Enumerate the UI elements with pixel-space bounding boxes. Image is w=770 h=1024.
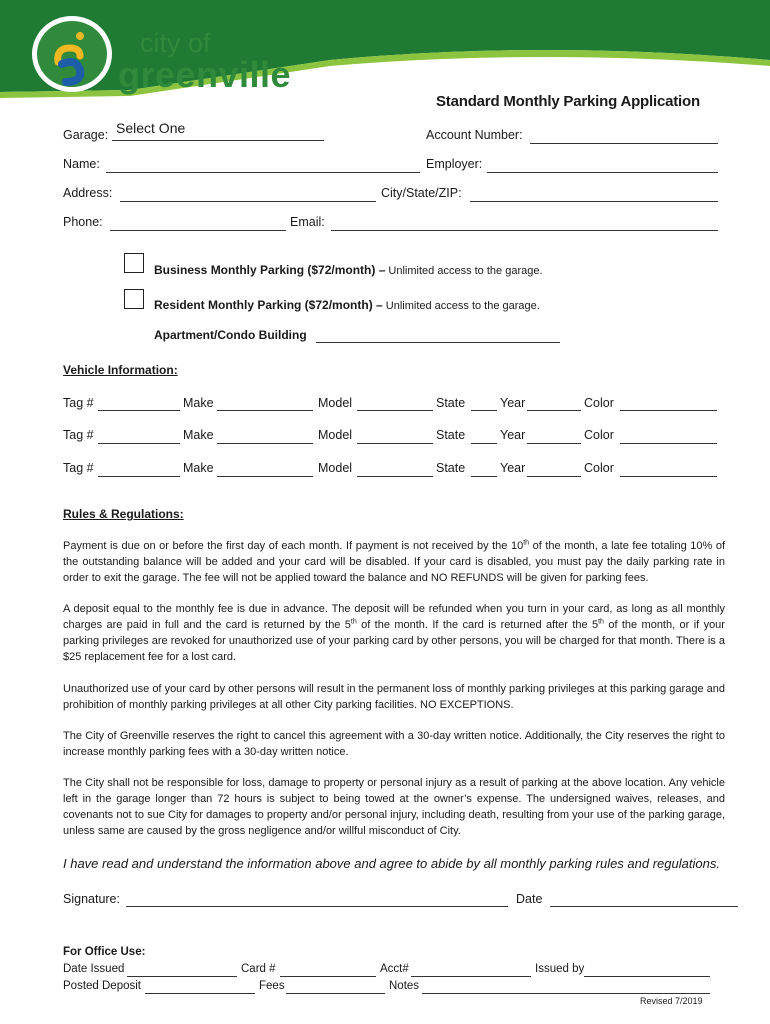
account-number-field[interactable] (530, 143, 718, 144)
resident-parking-desc: Unlimited access to the garage. (382, 300, 540, 312)
notes-label: Notes (389, 980, 420, 992)
logo-greenville-text: greenville (118, 54, 292, 95)
vehicle-information-heading: Vehicle Information: (63, 363, 178, 377)
card-number-field[interactable] (280, 976, 376, 977)
acct-number-field[interactable] (411, 976, 531, 977)
apartment-condo-field[interactable] (316, 342, 560, 343)
issued-by-field[interactable] (584, 976, 710, 977)
vehicle-3-color-field[interactable] (620, 476, 717, 477)
vehicle-3-color-label: Color (584, 461, 614, 475)
fees-field[interactable] (286, 993, 385, 994)
vehicle-3-year-label: Year (500, 461, 526, 475)
vehicle-2-color-field[interactable] (620, 443, 717, 444)
issued-by-label: Issued by (535, 963, 585, 975)
rules-p2-a: A deposit equal to the monthly fee is due in advance. The deposit will be refunded when you turn in your card, as long as all monthly charges are paid in full and the card is returned by the 5 (63, 603, 725, 631)
revised-date: Revised 7/2019 (640, 996, 703, 1006)
vehicle-1-color-field[interactable] (620, 410, 717, 411)
fees-label: Fees (259, 980, 285, 992)
date-field[interactable] (550, 906, 738, 907)
vehicle-2-color-label: Color (584, 428, 614, 442)
garage-select[interactable] (112, 120, 324, 141)
rules-p1-b: of the month, a late fee totaling 10% of the outstanding balance will be added and your card will be disabled. If your card is disabled, you must pay the daily parking rate in order to exit the garage. The fee will not be applied toward the balance and NO REFUNDS will be given for parking fees. (63, 540, 726, 584)
logo-city-text: city of (140, 28, 211, 58)
office-use-heading: For Office Use: (63, 946, 146, 958)
rules-paragraph-cancel: The City of Greenville reserves the right to cancel this agreement with a 30-day written notice. Additionally, the City reserves the right to increase monthly parking fees with a 30-day written notice. (63, 730, 725, 758)
address-field[interactable] (120, 201, 376, 202)
vehicle-2-tag-label: Tag # (63, 428, 94, 442)
vehicle-1-make-field[interactable] (217, 410, 313, 411)
posted-deposit-field[interactable] (145, 993, 255, 994)
vehicle-1-model-label: Model (318, 396, 353, 410)
vehicle-3-model-field[interactable] (357, 476, 433, 477)
notes-field[interactable] (422, 993, 710, 994)
vehicle-3-year-field[interactable] (527, 476, 581, 477)
vehicle-3-tag-field[interactable] (98, 476, 180, 477)
vehicle-2-make-field[interactable] (217, 443, 313, 444)
posted-deposit-label: Posted Deposit (63, 980, 141, 992)
email-field[interactable] (331, 230, 718, 231)
email-label: Email: (290, 215, 325, 229)
rules-p2-c: of the month, or if your parking privileges are revoked for unauthorized use of your parking card by other persons, you will be charged for that month. There is a $25 replacement fee for a lost card. (63, 619, 725, 663)
vehicle-2-tag-field[interactable] (98, 443, 180, 444)
card-number-label: Card # (241, 963, 276, 975)
resident-parking-option (154, 298, 540, 312)
city-state-zip-label: City/State/ZIP: (381, 186, 462, 200)
vehicle-2-state-label: State (436, 428, 466, 442)
address-label: Address: (63, 186, 113, 200)
vehicle-2-state-field[interactable] (471, 443, 497, 444)
logo-text (118, 30, 291, 93)
agreement-statement: I have read and understand the information above and agree to abide by all monthly parking rules and regulations. (63, 856, 720, 871)
signature-label: Signature: (63, 892, 120, 906)
vehicle-1-tag-label: Tag # (63, 396, 94, 410)
rules-p1-a: Payment is due on or before the first day of each month. If payment is not received by the 10 (63, 540, 524, 552)
rules-heading: Rules & Regulations: (63, 507, 184, 521)
rules-p2-sup1: th (350, 618, 357, 626)
resident-parking-title: Resident Monthly Parking ($72/month) – (154, 298, 383, 312)
vehicle-1-state-field[interactable] (471, 410, 497, 411)
vehicle-3-make-field[interactable] (217, 476, 313, 477)
vehicle-1-make-label: Make (183, 396, 214, 410)
city-state-zip-field[interactable] (470, 201, 718, 202)
vehicle-3-state-label: State (436, 461, 466, 475)
phone-label: Phone: (63, 215, 103, 229)
rules-paragraph-unauthorized: Unauthorized use of your card by other persons will result in the permanent loss of monthly parking privileges at this parking garage and prohibition of monthly parking privileges at all other City parking facilities. NO EXCEPTIONS. (63, 683, 725, 711)
account-number-label: Account Number: (426, 128, 523, 142)
vehicle-3-state-field[interactable] (471, 476, 497, 477)
rules-paragraph-liability: The City shall not be responsible for loss, damage to property or personal injury as a result of parking at the above location. Any vehicle left in the garage longer than 72 hours is subject to being towed at the owner’s expense. The undersigned waives, releases, and covenants not to sue City for damages to property and/or personal injury, including death, resulting from your use of the parking garage, unless same are caused by the gross negligence and/or willful misconduct of City. (63, 777, 725, 837)
vehicle-1-state-label: State (436, 396, 466, 410)
vehicle-1-year-field[interactable] (527, 410, 581, 411)
vehicle-1-year-label: Year (500, 396, 526, 410)
vehicle-2-make-label: Make (183, 428, 214, 442)
date-issued-field[interactable] (127, 976, 237, 977)
rules-p2-sup2: th (598, 618, 604, 626)
rules-p1-sup: th (523, 539, 530, 547)
rules-p2-b: of the month. If the card is returned after the 5 (356, 619, 599, 631)
garage-select-value: Select One (116, 120, 186, 136)
city-logo-badge (30, 14, 114, 94)
date-label: Date (516, 892, 543, 906)
vehicle-1-tag-field[interactable] (98, 410, 180, 411)
employer-field[interactable] (487, 172, 718, 173)
name-field[interactable] (106, 172, 420, 173)
vehicle-2-year-field[interactable] (527, 443, 581, 444)
business-parking-title: Business Monthly Parking ($72/month) – (154, 263, 386, 277)
vehicle-1-model-field[interactable] (357, 410, 433, 411)
rules-paragraph-payment (63, 538, 725, 586)
vehicle-3-tag-label: Tag # (63, 461, 94, 475)
signature-field[interactable] (126, 906, 508, 907)
vehicle-3-make-label: Make (183, 461, 214, 475)
vehicle-2-model-label: Model (318, 428, 353, 442)
business-parking-checkbox[interactable] (124, 253, 144, 273)
phone-field[interactable] (110, 230, 286, 231)
header-band (0, 0, 770, 140)
apartment-condo-label: Apartment/Condo Building (154, 328, 307, 342)
rules-paragraph-deposit (63, 601, 725, 665)
page-title: Standard Monthly Parking Application (436, 93, 700, 110)
garage-label: Garage: (63, 128, 109, 142)
vehicle-1-color-label: Color (584, 396, 614, 410)
business-parking-option (154, 263, 543, 277)
vehicle-2-year-label: Year (500, 428, 526, 442)
employer-label: Employer: (426, 157, 483, 171)
business-parking-desc: Unlimited access to the garage. (385, 265, 543, 277)
acct-number-label: Acct# (380, 963, 409, 975)
name-label: Name: (63, 157, 100, 171)
date-issued-label: Date Issued (63, 963, 125, 975)
resident-parking-checkbox[interactable] (124, 289, 144, 309)
vehicle-3-model-label: Model (318, 461, 353, 475)
vehicle-2-model-field[interactable] (357, 443, 433, 444)
